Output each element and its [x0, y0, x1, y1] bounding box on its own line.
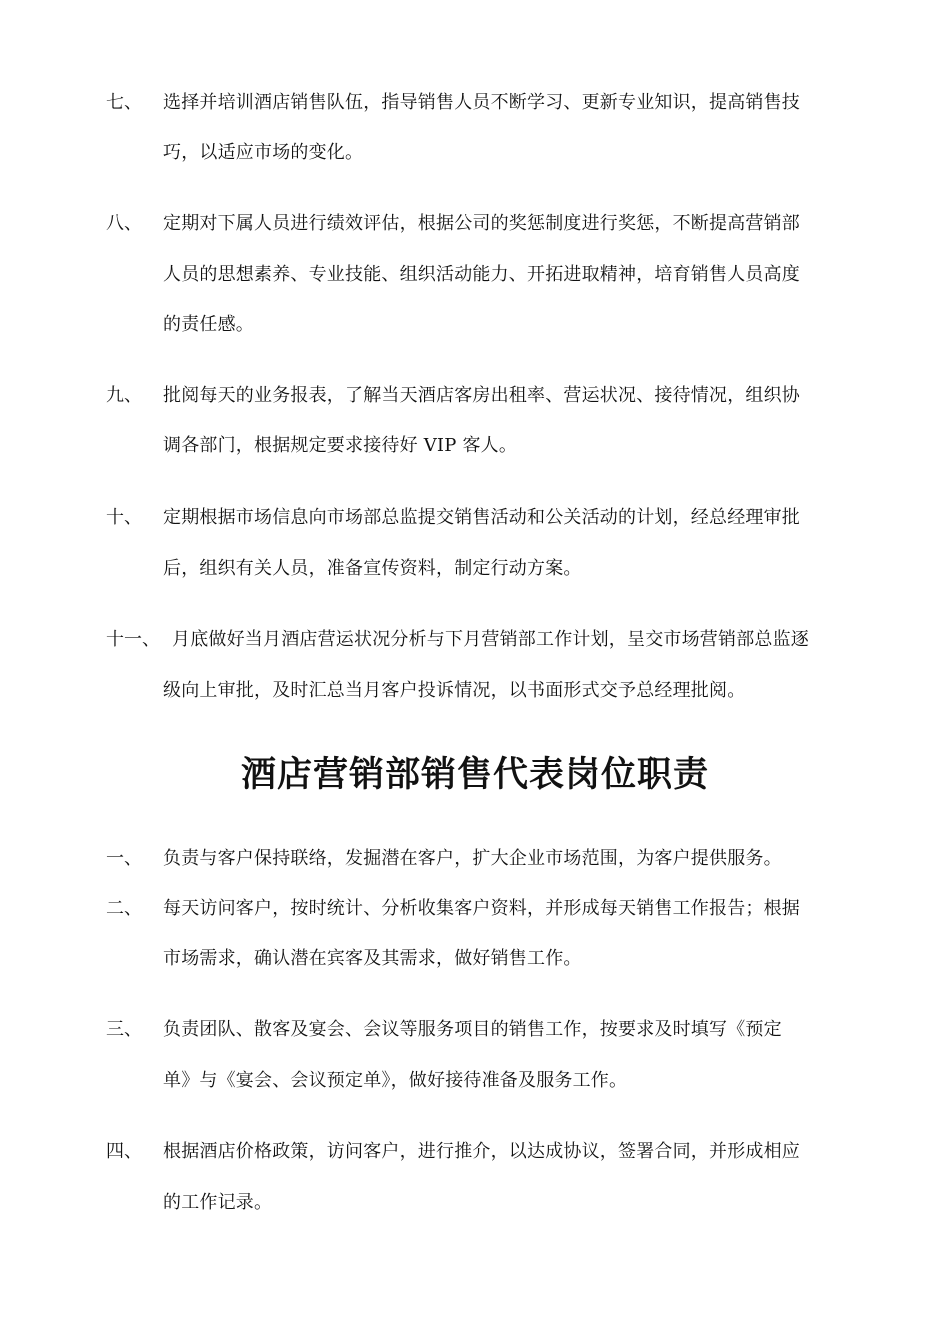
item-number: 九、	[106, 385, 142, 406]
item-text-line: 根据酒店价格政策，访问客户，进行推介，以达成协议，签署合同，并形成相应	[163, 1141, 800, 1162]
item-text-line: 人员的思想素养、专业技能、组织活动能力、开拓进取精神，培育销售人员高度	[163, 264, 800, 285]
item-text-line: 市场需求，确认潜在宾客及其需求，做好销售工作。	[163, 948, 582, 969]
item-number: 一、	[106, 848, 142, 869]
item-number: 四、	[106, 1141, 142, 1162]
item-number: 十、	[106, 507, 142, 528]
item-text-line: 每天访问客户，按时统计、分析收集客户资料，并形成每天销售工作报告；根据	[163, 898, 800, 919]
section-title: 酒店营销部销售代表岗位职责	[240, 755, 709, 795]
item-text-line: 定期根据市场信息向市场部总监提交销售活动和公关活动的计划，经总经理审批	[163, 507, 800, 528]
item-text-line: 定期对下属人员进行绩效评估，根据公司的奖惩制度进行奖惩，不断提高营销部	[163, 213, 800, 234]
item-text-line: 巧，以适应市场的变化。	[163, 142, 364, 163]
item-number: 十一、	[106, 629, 160, 650]
item-text-line: 级向上审批，及时汇总当月客户投诉情况，以书面形式交予总经理批阅。	[163, 680, 746, 701]
item-text-line: 后，组织有关人员，准备宣传资料，制定行动方案。	[163, 558, 582, 579]
item-text-line: 调各部门，根据规定要求接待好 VIP 客人。	[163, 435, 518, 456]
item-text-line: 负责团队、散客及宴会、会议等服务项目的销售工作，按要求及时填写《预定	[163, 1019, 782, 1040]
item-text-line: 的责任感。	[163, 314, 254, 335]
item-number: 二、	[106, 898, 142, 919]
item-text-line: 选择并培训酒店销售队伍，指导销售人员不断学习、更新专业知识，提高销售技	[163, 92, 800, 113]
item-number: 八、	[106, 213, 142, 234]
item-number: 三、	[106, 1019, 142, 1040]
item-text-line: 负责与客户保持联络，发掘潜在客户，扩大企业市场范围，为客户提供服务。	[163, 848, 782, 869]
item-text-line: 的工作记录。	[163, 1192, 273, 1213]
item-text-line: 单》与《宴会、会议预定单》，做好接待准备及服务工作。	[163, 1070, 628, 1091]
item-number: 七、	[106, 92, 142, 113]
item-text-line: 批阅每天的业务报表，了解当天酒店客房出租率、营运状况、接待情况，组织协	[163, 385, 800, 406]
item-text-line: 月底做好当月酒店营运状况分析与下月营销部工作计划，呈交市场营销部总监逐	[172, 629, 809, 650]
